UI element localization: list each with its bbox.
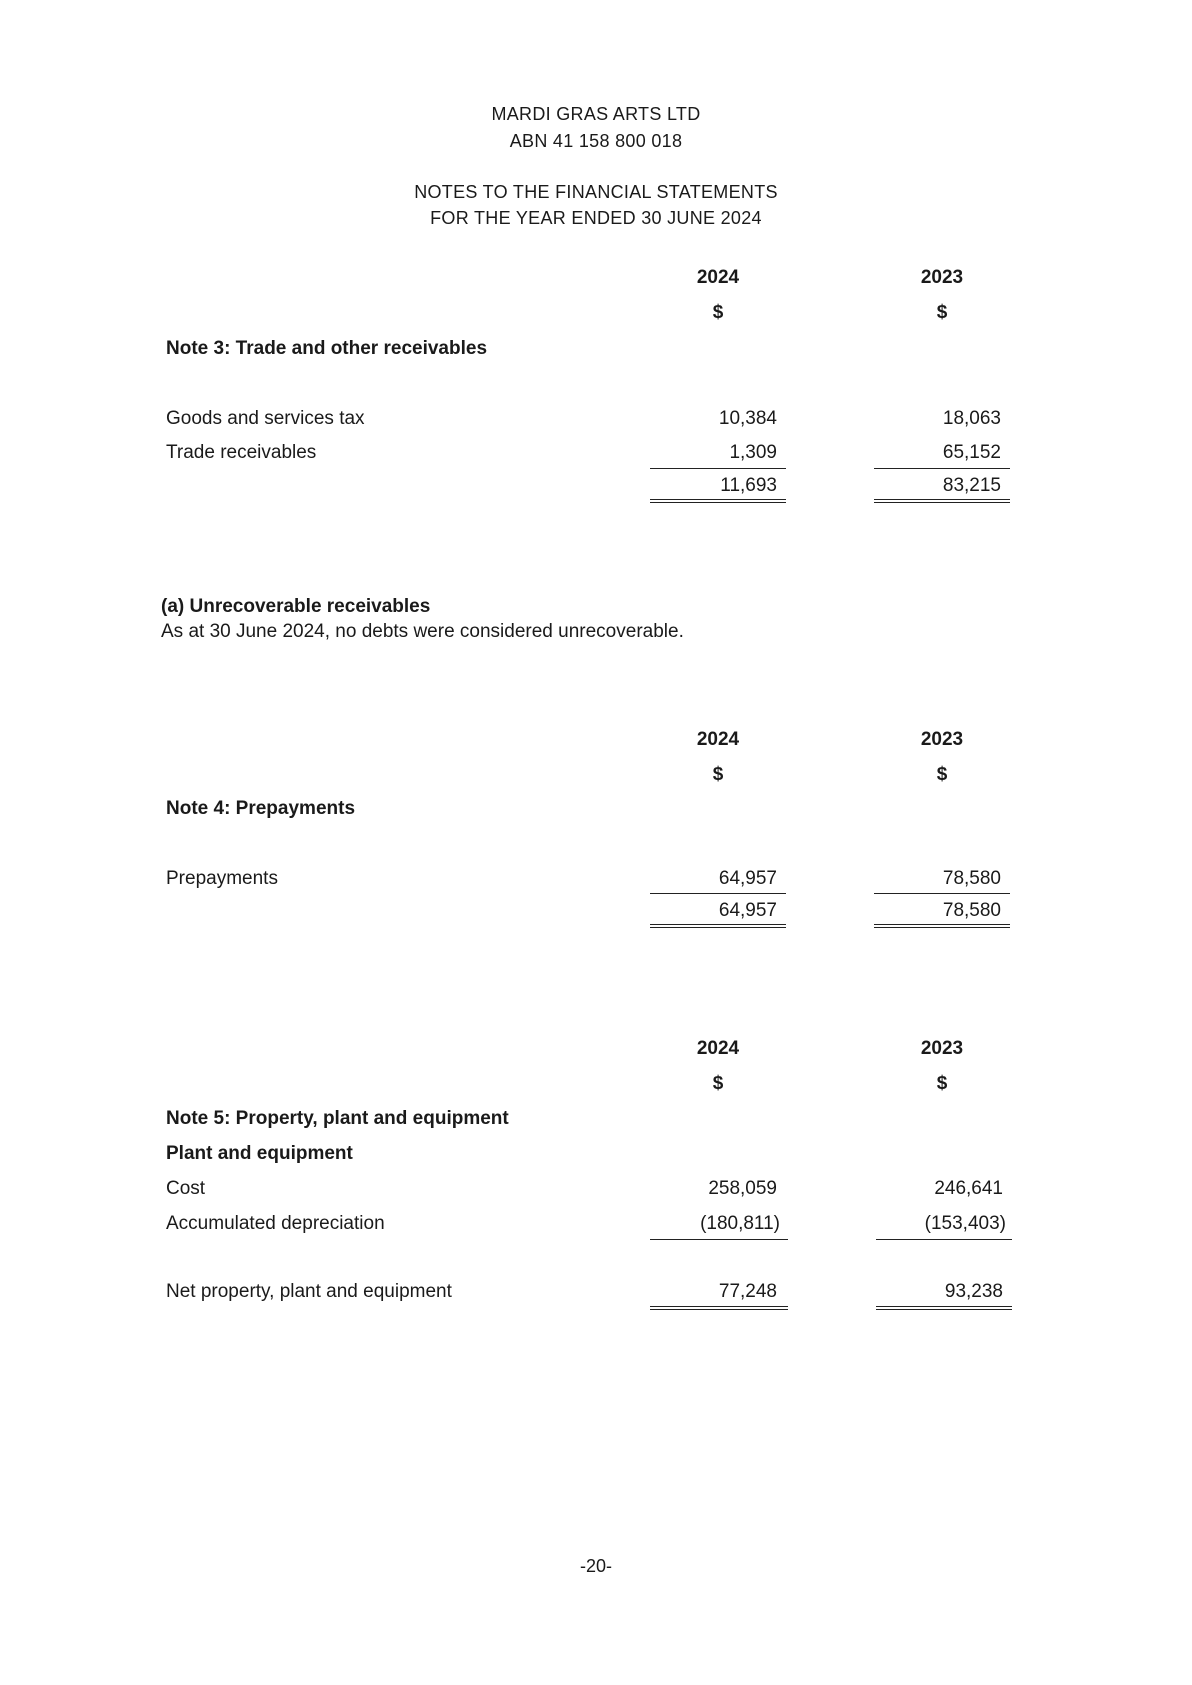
note-3-title: Note 3: Trade and other receivables: [166, 338, 488, 359]
row-label: Prepayments: [166, 868, 278, 889]
net-double-rule-2023: [876, 1306, 1012, 1310]
currency-2023: $: [936, 1073, 948, 1094]
row-value-2023: 65,152: [942, 442, 1001, 463]
row-value-2023: (153,403): [924, 1213, 1006, 1234]
unrecoverable-receivables-heading: (a) Unrecoverable receivables: [161, 596, 431, 617]
row-value-2024: 1,309: [729, 442, 777, 463]
row-value-2023: 78,580: [942, 868, 1001, 889]
document-title: NOTES TO THE FINANCIAL STATEMENTS: [414, 182, 778, 202]
currency-2023: $: [936, 764, 948, 785]
currency-2024: $: [712, 1073, 724, 1094]
currency-2023: $: [936, 302, 948, 323]
net-double-rule-2024: [650, 1306, 788, 1310]
subtotal-rule-2024: [650, 893, 786, 894]
row-label: Trade receivables: [166, 442, 317, 463]
total-2024: 64,957: [718, 900, 777, 921]
total-2023: 78,580: [942, 900, 1001, 921]
subtotal-rule-2023: [874, 468, 1010, 469]
note-4-title: Note 4: Prepayments: [166, 798, 356, 819]
page-number: -20-: [579, 1556, 612, 1576]
company-name: MARDI GRAS ARTS LTD: [491, 104, 701, 124]
column-header-2023: 2023: [920, 267, 964, 288]
row-value-2023: 246,641: [934, 1178, 1003, 1199]
unrecoverable-receivables-text: As at 30 June 2024, no debts were considered unrecoverable.: [161, 621, 684, 642]
row-value-2023: 18,063: [942, 408, 1001, 429]
total-double-rule-2023: [874, 924, 1010, 928]
column-header-2024: 2024: [696, 267, 740, 288]
total-2024: 11,693: [720, 475, 777, 496]
plant-and-equipment-subheading: Plant and equipment: [166, 1143, 353, 1164]
column-header-2023: 2023: [920, 729, 964, 750]
row-value-2024: 258,059: [708, 1178, 777, 1199]
column-header-2024: 2024: [696, 1038, 740, 1059]
row-value-2024: 10,384: [718, 408, 777, 429]
row-label: Accumulated depreciation: [166, 1213, 385, 1234]
total-2023: 83,215: [942, 475, 1001, 496]
currency-2024: $: [712, 764, 724, 785]
total-double-rule-2024: [650, 499, 786, 503]
note-5-title: Note 5: Property, plant and equipment: [166, 1108, 509, 1129]
company-abn: ABN 41 158 800 018: [509, 131, 683, 151]
subtotal-rule-2024: [650, 468, 786, 469]
total-double-rule-2023: [874, 499, 1010, 503]
subtotal-rule-2023: [876, 1239, 1012, 1240]
currency-2024: $: [712, 302, 724, 323]
row-label: Cost: [166, 1178, 206, 1199]
row-value-2024: 64,957: [718, 868, 777, 889]
column-header-2024: 2024: [696, 729, 740, 750]
column-header-2023: 2023: [920, 1038, 964, 1059]
document-period: FOR THE YEAR ENDED 30 JUNE 2024: [430, 208, 762, 228]
subtotal-rule-2024: [650, 1239, 788, 1240]
total-double-rule-2024: [650, 924, 786, 928]
net-ppe-label: Net property, plant and equipment: [166, 1281, 452, 1302]
row-value-2024: (180,811): [700, 1213, 780, 1234]
net-ppe-2023: 93,238: [944, 1281, 1003, 1302]
row-label: Goods and services tax: [166, 408, 365, 429]
net-ppe-2024: 77,248: [718, 1281, 777, 1302]
subtotal-rule-2023: [874, 893, 1010, 894]
